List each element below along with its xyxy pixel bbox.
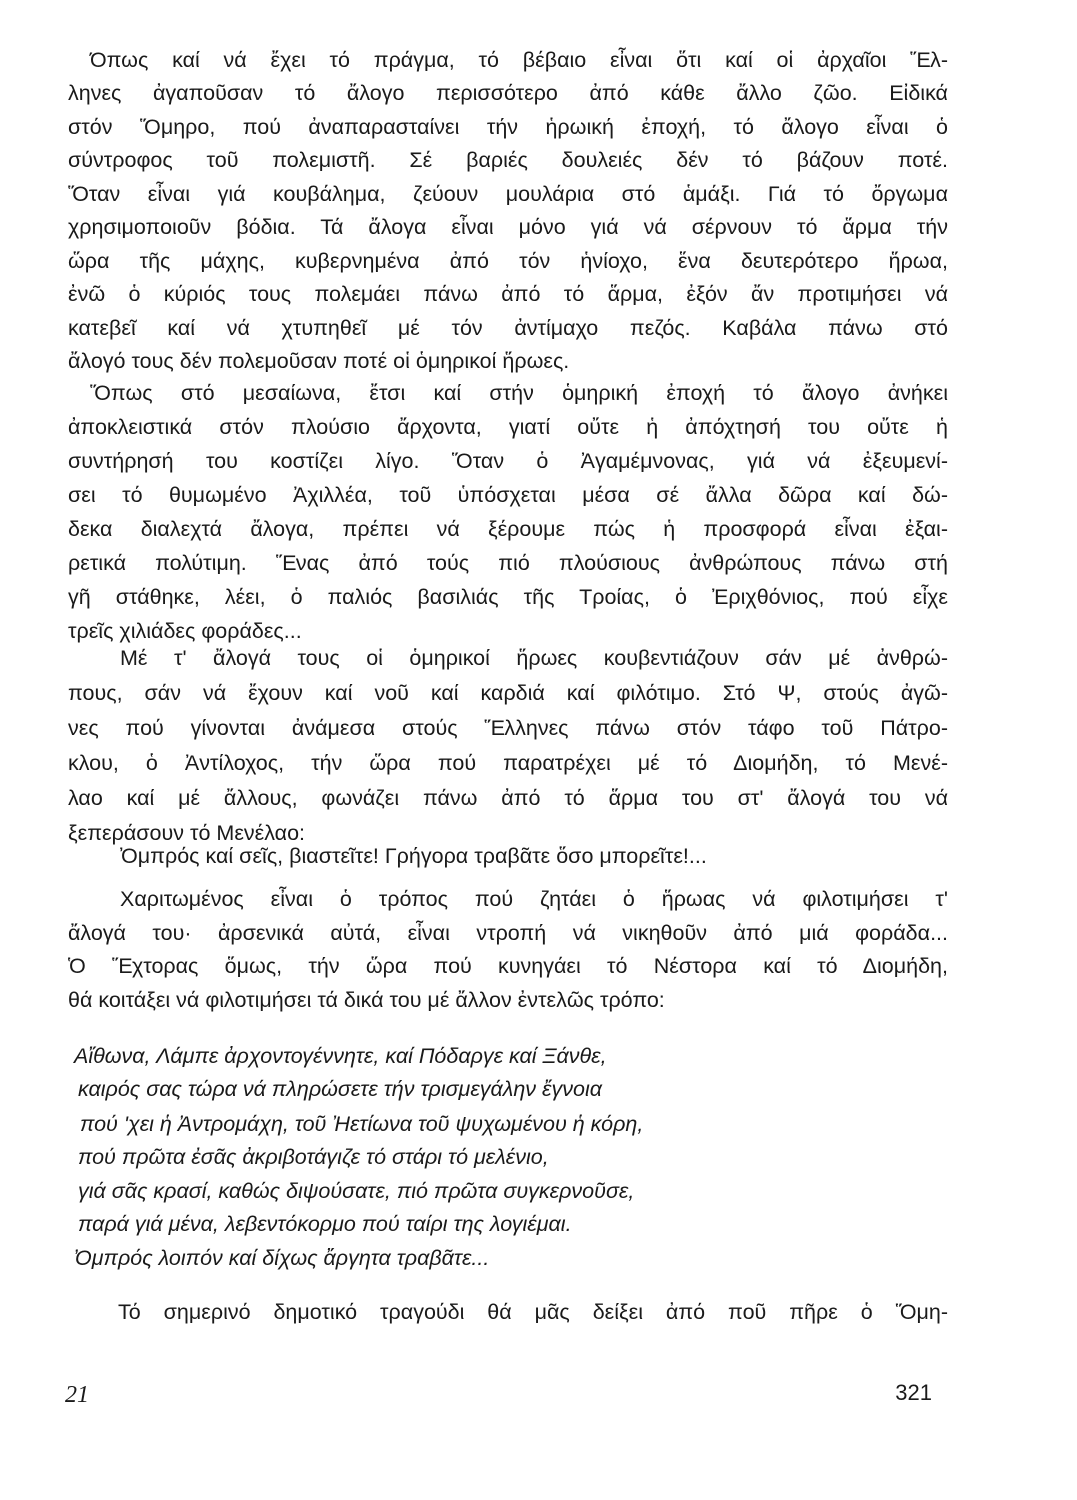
text-line: ἀποκλειστικά στόν πλούσιο ἄρχοντα, γιατί οὔτε ἡ ἀπόχτησή του οὔτε ἡ — [68, 415, 948, 439]
text-line: ληνες ἀγαποῦσαν τό ἄλογο περισσότερο ἀπό κάθε ἄλλο ζῶο. Εἰδικά — [68, 81, 948, 105]
text-line: Μέ τ' ἄλογά τους οἱ ὁμηρικοί ἥρωες κουβεντιάζουν σάν μέ ἀνθρώ- — [120, 646, 948, 670]
text-line: ἄλογά του· ἀρσενικά αὐτά, εἶναι ντροπή νά νικηθοῦν ἀπό μιά φοράδα... — [68, 921, 948, 945]
text-line: συντήρησή του κοστίζει λίγο. Ὅταν ὁ Ἀγαμέμνονας, γιά νά ἐξευμενί- — [68, 449, 948, 473]
poem-line: καιρός σας τώρα νά πληρώσετε τήν τρισμεγάλην ἔγνοια — [78, 1077, 602, 1101]
quote-line: Ὀμπρός καί σεῖς, βιαστεῖτε! Γρήγορα τραβᾶτε ὅσο μπορεῖτε!... — [120, 844, 707, 868]
poem-line: γιά σᾶς κρασί, καθώς διψούσατε, πιό πρῶτα συγκερνοῦσε, — [78, 1179, 635, 1203]
poem-line: πού 'χει ἡ Ἀντρομάχη, τοῦ Ἠετίωνα τοῦ ψυχωμένου ἡ κόρη, — [80, 1112, 644, 1136]
signature-mark: 21 — [65, 1382, 89, 1408]
text-line: ὥρα τῆς μάχης, κυβερνημένα ἀπό τόν ἡνίοχο, ἕνα δευτερότερο ἥρωα, — [68, 249, 948, 273]
text-line: τρεῖς χιλιάδες φοράδες... — [68, 619, 302, 643]
poem-line: Ὀμπρός λοιπόν καί δίχως ἄργητα τραβᾶτε... — [74, 1246, 490, 1270]
text-line: στόν Ὅμηρο, πού ἀναπαρασταίνει τήν ἡρωική ἐποχή, τό ἄλογο εἶναι ὁ — [68, 115, 948, 139]
text-line: Χαριτωμένος εἶναι ὁ τρόπος πού ζητάει ὁ ἥρωας νά φιλοτιμήσει τ' — [120, 887, 948, 911]
text-line: ξεπεράσουν τό Μενέλαο: — [68, 821, 306, 845]
text-line: νες πού γίνονται ἀνάμεσα στούς Ἕλληνες πάνω στόν τάφο τοῦ Πάτρο- — [68, 716, 948, 740]
poem-line: πού πρῶτα ἐσᾶς ἀκριβοτάγιζε τό στάρι τό μελένιο, — [78, 1145, 549, 1169]
text-line: ἄλογό τους δέν πολεμοῦσαν ποτέ οἱ ὁμηρικοί ἥρωες. — [68, 349, 570, 373]
text-line: Ὁ Ἕχτορας ὅμως, τήν ὥρα πού κυνηγάει τό Νέστορα καί τό Διομήδη, — [68, 954, 948, 978]
text-line: κλου, ὁ Ἀντίλοχος, τήν ὥρα πού παρατρέχει μέ τό Διομήδη, τό Μενέ- — [68, 751, 948, 775]
text-line: σύντροφος τοῦ πολεμιστῆ. Σέ βαριές δουλειές δέν τό βάζουν ποτέ. — [68, 148, 948, 172]
text-line: γῆ στάθηκε, λέει, ὁ παλιός βασιλιάς τῆς Τροίας, ὁ Ἐριχθόνιος, πού εἶχε — [68, 585, 948, 609]
text-line: πους, σάν νά ἔχουν καί νοῦ καί καρδιά καί φιλότιμο. Στό Ψ, στούς ἀγῶ- — [68, 681, 948, 705]
poem-line: Αἴθωνα, Λάμπε ἀρχοντογέννητε, καί Πόδαργε καί Ξάνθε, — [74, 1044, 607, 1068]
poem-line: παρά γιά μένα, λεβεντόκορμο πού ταίρι της λογιέμαι. — [78, 1212, 572, 1236]
page-number: 321 — [895, 1380, 932, 1405]
text-line: Ὅπως στό μεσαίωνα, ἔτσι καί στήν ὁμηρική ἐποχή τό ἄλογο ἀνήκει — [90, 381, 948, 405]
text-line: ρετικά πολύτιμη. Ἕνας ἀπό τούς πιό πλούσιους ἀνθρώπους πάνω στή — [68, 551, 948, 575]
text-line: σει τό θυμωμένο Ἀχιλλέα, τοῦ ὑπόσχεται μέσα σέ ἄλλα δῶρα καί δώ- — [68, 483, 948, 507]
text-line: Τό σημερινό δημοτικό τραγούδι θά μᾶς δείξει ἀπό ποῦ πῆρε ὁ Ὅμη- — [118, 1300, 948, 1324]
text-line: ἐνῶ ὁ κύριός τους πολεμάει πάνω ἀπό τό ἅρμα, ἐξόν ἄν προτιμήσει νά — [68, 282, 948, 306]
text-line: Ὅταν εἶναι γιά κουβάλημα, ζεύουν μουλάρια στό ἁμάξι. Γιά τό ὄργωμα — [68, 182, 948, 206]
text-line: δεκα διαλεχτά ἄλογα, πρέπει νά ξέρουμε πώς ἡ προσφορά εἶναι ἐξαι- — [68, 517, 948, 541]
text-line: θά κοιτάξει νά φιλοτιμήσει τά δικά του μέ ἄλλον ἐντελῶς τρόπο: — [68, 988, 665, 1012]
text-line: κατεβεῖ καί νά χτυπηθεῖ μέ τόν ἀντίμαχο πεζός. Καβάλα πάνω στό — [68, 316, 948, 340]
text-line: χρησιμοποιοῦν βόδια. Τά ἄλογα εἶναι μόνο γιά νά σέρνουν τό ἅρμα τήν — [68, 215, 948, 239]
text-line: λαο καί μέ ἄλλους, φωνάζει πάνω ἀπό τό ἅρμα του στ' ἄλογά του νά — [68, 786, 948, 810]
text-line: Όπως καί νά ἔχει τό πράγμα, τό βέβαιο εἶναι ὅτι καί οἱ ἀρχαῖοι Ἕλ- — [90, 48, 948, 72]
